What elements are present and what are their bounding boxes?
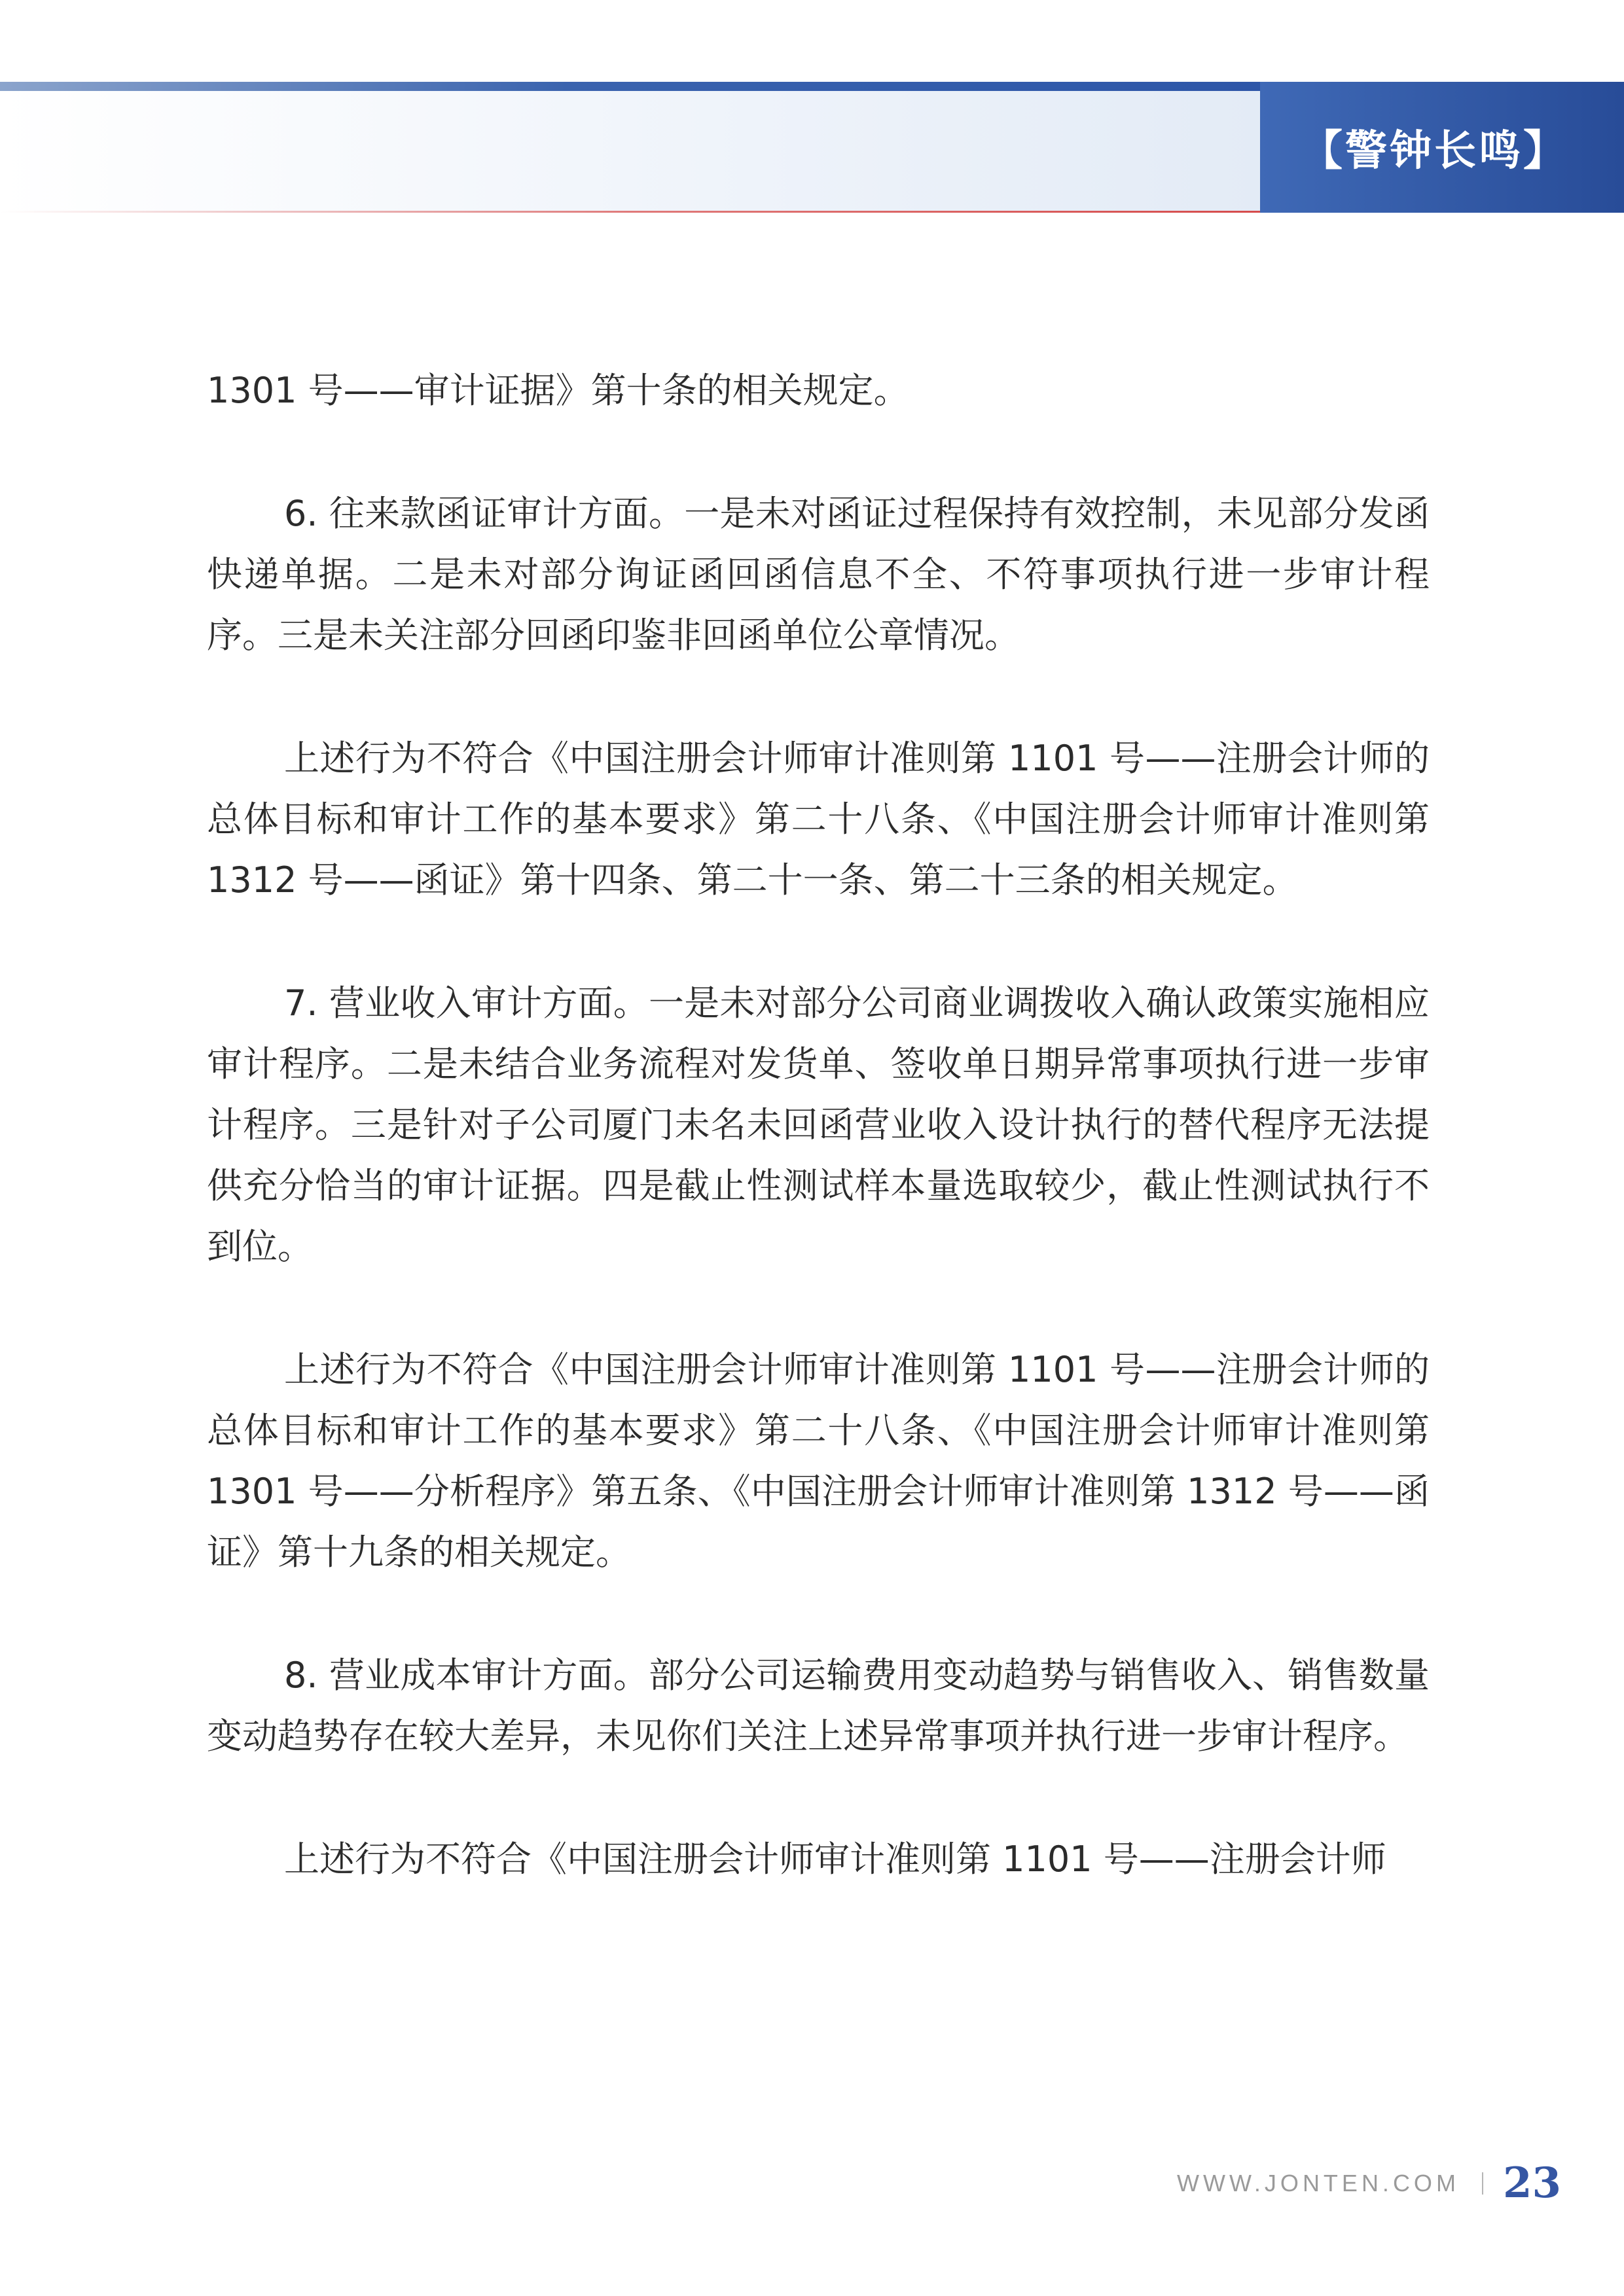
footer-divider — [1482, 2172, 1483, 2195]
paragraph-item-7: 7. 营业收入审计方面。一是未对部分公司商业调拨收入确认政策实施相应审计程序。二是未结合业务流程对发货单、签收单日期异常事项执行进一步审计程序。三是针对子公司厦门未名未回函营业收入设计执行的替代程序无法提供充分恰当的审计证据。四是截止性测试样本量选取较少，截止性测试执行不到位。 — [207, 982, 1430, 1267]
page-footer — [1177, 2159, 1561, 2208]
section-tag — [1260, 82, 1624, 213]
paragraph-item-6: 6. 往来款函证审计方面。一是未对函证过程保持有效控制，未见部分发函快递单据。二是未对部分询证函回函信息不全、不符事项执行进一步审计程序。三是未关注部分回函印鉴非回函单位公章情况。 — [207, 493, 1430, 656]
paragraph-regulation: 上述行为不符合《中国注册会计师审计准则第 1101 号——注册会计师的总体目标和审计工作的基本要求》第二十八条、《中国注册会计师审计准则第 1301 号——分析程序》第五条、《中国注册会计师审计准则第 1312 号——函证》第十九条的相关规定。 — [207, 1349, 1430, 1573]
paragraph-regulation: 上述行为不符合《中国注册会计师审计准则第 1101 号——注册会计师的总体目标和审计工作的基本要求》第二十八条、《中国注册会计师审计准则第 1312 号——函证》第十四条、第二十一条、第二十三条的相关规定。 — [207, 738, 1430, 901]
header-accent-line — [0, 211, 1260, 213]
header-band — [0, 91, 1260, 213]
page-number: 23 — [1502, 2159, 1561, 2208]
section-tag-label: 【警钟长鸣】 — [1301, 126, 1568, 175]
document-body — [207, 360, 1430, 1952]
footer-url: WWW.JONTEN.COM — [1176, 2169, 1460, 2197]
paragraph-regulation: 上述行为不符合《中国注册会计师审计准则第 1101 号——注册会计师 — [284, 1839, 1386, 1880]
paragraph-continuation: 1301 号——审计证据》第十条的相关规定。 — [207, 370, 909, 411]
header-top-stripe — [0, 82, 1260, 91]
paragraph-item-8: 8. 营业成本审计方面。部分公司运输费用变动趋势与销售收入、销售数量变动趋势存在较大差异，未见你们关注上述异常事项并执行进一步审计程序。 — [207, 1655, 1430, 1757]
